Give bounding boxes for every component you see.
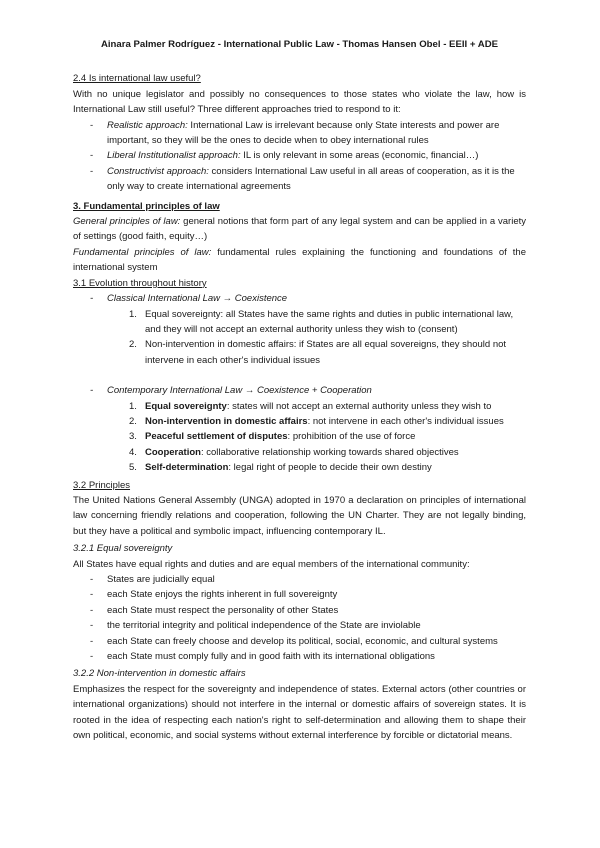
contemporary-label: - Contemporary International Law → Coexistence + Cooperation bbox=[73, 383, 526, 398]
item-number: 2. bbox=[129, 339, 137, 351]
list-item bbox=[73, 414, 526, 429]
section-3-1-heading: 3.1 Evolution throughout history bbox=[73, 277, 207, 289]
list-item: - each State must respect the personality of other States bbox=[73, 603, 526, 618]
list-item bbox=[73, 307, 526, 338]
contemporary-principles-list bbox=[73, 399, 526, 476]
fundamental-principles-paragraph bbox=[73, 245, 526, 276]
classical-label: - Classical International Law → Coexistence bbox=[73, 291, 526, 306]
page-header: Ainara Palmer Rodríguez - International Public Law - Thomas Hansen Obel - EEII + ADE bbox=[100, 39, 499, 50]
general-principles-text: general notions that form part of any legal system and can be applied in a variety of settings (good faith, equity…) bbox=[73, 216, 527, 243]
list-item: - each State enjoys the rights inherent in full sovereignty bbox=[73, 587, 526, 602]
approach-text: IL is only relevant in some areas (economic, financial…) bbox=[240, 150, 479, 162]
list-item bbox=[73, 429, 526, 444]
item-number: 3. bbox=[129, 431, 137, 443]
item-text: Non-intervention in domestic affairs: if States are all equal sovereigns, they should not intervene in each other's individual issues bbox=[145, 339, 507, 366]
list-item: - each State can freely choose and develop its political, social, economic, and cultural systems bbox=[73, 634, 526, 649]
item-number: 5. bbox=[129, 462, 137, 474]
item-number: 1. bbox=[129, 308, 137, 320]
fundamental-principles-lead: Fundamental principles of law: bbox=[73, 246, 212, 258]
item-text: : prohibition of the use of force bbox=[287, 431, 416, 443]
section-3-2-text: The United Nations General Assembly (UNGA) adopted in 1970 a declaration on principles of international law concerning friendly relations and cooperation, following the UN Charter. They are not legally binding, but they have a political and symbolic impact, influencing contemporary IL. bbox=[73, 494, 526, 537]
list-item: - States are judicially equal bbox=[73, 572, 526, 587]
item-text: : not intervene in each other's individual issues bbox=[307, 415, 504, 427]
item-text: : collaborative relationship working towards shared objectives bbox=[200, 446, 459, 458]
list-item bbox=[73, 118, 526, 149]
contemporary-list bbox=[73, 383, 526, 398]
approach-lead: Realistic approach: bbox=[107, 119, 188, 131]
section-3-2-heading: 3.2 Principles bbox=[73, 479, 131, 491]
item-lead: Equal sovereignty bbox=[145, 400, 227, 412]
general-principles-paragraph bbox=[73, 214, 526, 245]
approach-text: considers International Law useful in all areas of cooperation, as it is the only way to create international agreements bbox=[107, 165, 515, 193]
section-3-heading: 3. Fundamental principles of law bbox=[73, 200, 220, 212]
equal-sovereignty-list bbox=[73, 572, 526, 664]
approach-text: International Law is irrelevant because only State interests and power are important, so they will be the ones to decide when to obey international rules bbox=[107, 119, 500, 147]
approaches-list bbox=[73, 118, 526, 195]
classical-list bbox=[73, 291, 526, 306]
approach-lead: Liberal Institutionalist approach: bbox=[107, 150, 241, 162]
item-lead: Non-intervention in domestic affairs bbox=[145, 415, 308, 427]
item-text: : states will not accept an external authority unless they wish to bbox=[226, 400, 492, 412]
section-3-2-2-text: Emphasizes the respect for the sovereignty and independence of states. External actors (other countries or international organizations) should not interfere in the internal or domestic affairs of sovereign states. It is rooted in the idea of respecting each nation's right to self-determination and allowing them to shape their own political, economic, and social systems without external interference by forcible or dictatorial means. bbox=[73, 683, 526, 742]
section-3-2-1-heading: 3.2.1 Equal sovereignty bbox=[73, 543, 173, 555]
item-text: : legal right of people to decide their own destiny bbox=[228, 462, 432, 474]
item-lead: Peaceful settlement of disputes bbox=[145, 431, 288, 443]
list-item: - each State must comply fully and in good faith with its international obligations bbox=[73, 649, 526, 664]
list-item bbox=[73, 460, 526, 475]
classical-principles-list bbox=[73, 307, 526, 369]
general-principles-lead: General principles of law: bbox=[73, 216, 181, 228]
item-number: 2. bbox=[129, 415, 137, 427]
list-item bbox=[73, 445, 526, 460]
section-3-2-2-heading: 3.2.2 Non-intervention in domestic affairs bbox=[73, 668, 246, 680]
list-item bbox=[73, 337, 526, 368]
section-2-4-heading: 2.4 Is international law useful? bbox=[73, 73, 201, 85]
list-item bbox=[73, 148, 526, 163]
document-page bbox=[73, 37, 526, 743]
item-number: 4. bbox=[129, 446, 137, 458]
item-lead: Cooperation bbox=[145, 446, 201, 458]
section-3-2-1-intro: All States have equal rights and duties and are equal members of the international community: bbox=[73, 558, 470, 570]
item-text: Equal sovereignty: all States have the same rights and duties in public international law, and they will not accept an external authority unless they wish to (consent) bbox=[145, 308, 514, 335]
item-lead: Self-determination bbox=[145, 462, 229, 474]
section-2-4-intro: With no unique legislator and possibly no consequences to those states who violate the law, how is International Law still useful? Three different approaches tried to respond to it: bbox=[73, 88, 526, 116]
fundamental-principles-text: fundamental rules explaining the functioning and foundations of the international system bbox=[73, 246, 526, 274]
item-number: 1. bbox=[129, 400, 137, 412]
list-item bbox=[73, 164, 526, 195]
list-item bbox=[73, 399, 526, 414]
approach-lead: Constructivist approach: bbox=[107, 165, 209, 177]
list-item: - the territorial integrity and political independence of the State are inviolable bbox=[73, 618, 526, 633]
